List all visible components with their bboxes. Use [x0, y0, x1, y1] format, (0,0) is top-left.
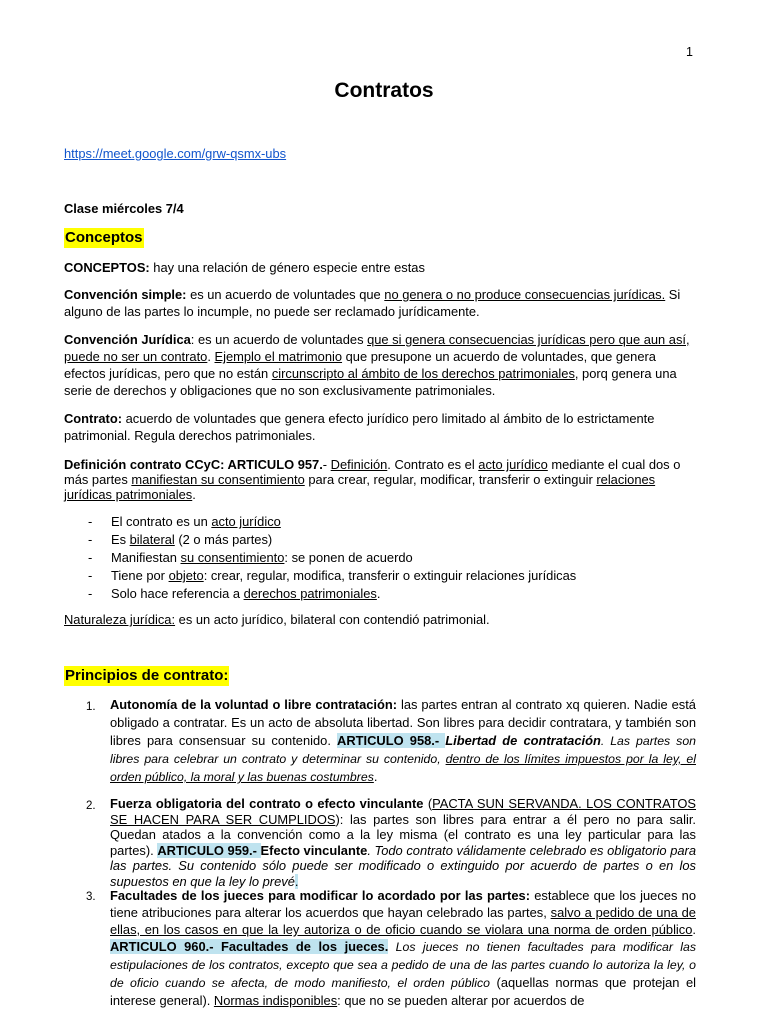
underlined-run: circunscripto al ámbito de los derechos patrimoniales — [271, 366, 575, 381]
meet-link[interactable]: https://meet.google.com/grw-qsmx-ubs — [64, 146, 287, 161]
list-number: 3. — [86, 891, 96, 903]
italic-run: . Las partes son libres para celebrar un contrato y determinar su contenido, — [110, 734, 696, 766]
conceptos-paragraph — [64, 259, 694, 276]
convencion-juridica-label: Convención Jurídica — [64, 332, 191, 347]
text-run: mediante el cual dos o más partes — [64, 457, 681, 487]
principle-label: Facultades de los jueces para modificar lo acordado por las partes: — [110, 888, 530, 903]
document-title: Contratos — [334, 79, 434, 102]
conceptos-text: hay una relación de género especie entre estas — [149, 260, 425, 275]
convencion-simple-label: Convención simple: — [64, 287, 187, 302]
article-958-ref: ARTICULO 958.- — [337, 733, 446, 748]
text-run: que presupone un acuerdo de voluntades, que genera efectos jurídicas, pero que no están — [64, 349, 656, 381]
text-run: es un acto jurídico, bilateral con contendió patrimonial. — [175, 612, 490, 627]
underlined-run: relaciones jurídicas patrimoniales — [64, 472, 656, 502]
article-960-ref: ARTICULO 960.- Facultades de los jueces. — [110, 939, 389, 954]
list-number: 1. — [86, 701, 96, 713]
highlighted-run: . — [294, 873, 299, 889]
underlined-run: bilateral — [129, 532, 175, 547]
dash-bullet: - — [88, 532, 93, 547]
text-run: : que no se pueden alterar por acuerdos de — [337, 993, 585, 1008]
underlined-italic-run: dentro de los límites impuestos por la ley, el orden público, la moral y las buenas costumbres — [110, 752, 696, 784]
text-run: El contrato es un — [111, 514, 212, 529]
article-title: Efecto vinculante — [260, 842, 368, 858]
definicion-label: Definición contrato CCyC: ARTICULO 957. — [64, 457, 323, 472]
underlined-run: su consentimiento — [180, 550, 285, 565]
contrato-label: Contrato: — [64, 411, 122, 426]
underlined-run: acto jurídico — [211, 514, 281, 529]
naturaleza-label: Naturaleza jurídica: — [64, 612, 176, 627]
text-run: : se ponen de acuerdo — [284, 550, 413, 565]
text-run: - — [322, 457, 331, 472]
text-run: Solo hace referencia a — [111, 586, 244, 601]
dash-bullet: - — [88, 586, 93, 601]
article-title: Libertad de contratación — [445, 733, 601, 748]
text-run: para crear, regular, modificar, transferir o extinguir — [304, 472, 597, 487]
page-number: 1 — [686, 45, 693, 59]
convencion-juridica-paragraph — [64, 331, 694, 399]
principle-fuerza-obligatoria — [110, 796, 696, 889]
underlined-run: acto jurídico — [478, 457, 548, 472]
naturaleza-paragraph — [64, 611, 694, 628]
underlined-run: salvo a pedido de una de ellas, en los casos en que la ley autoriza o de oficio cuando se violara una norma de orden público — [110, 905, 696, 937]
definicion-paragraph — [64, 457, 694, 502]
heading-conceptos: Conceptos — [65, 229, 143, 246]
text-run: : es un acuerdo de voluntades — [190, 332, 368, 347]
text-run: , porq genera una serie de derechos y obligaciones que no son exclusivamente patrimoniales. — [64, 366, 677, 398]
text-run: Si alguno de las partes lo incumple, no puede ser reclamado jurídicamente. — [64, 287, 681, 319]
text-run: Es — [111, 532, 130, 547]
underlined-run: PACTA SUN SERVANDA. LOS CONTRATOS SE HACEN PARA SER CUMPLIDOS — [110, 796, 697, 827]
text-run: Manifiestan — [111, 550, 181, 565]
italic-run: . Todo contrato válidamente celebrado es obligatorio para las partes. Su contenido sólo puede ser modificado o extinguido por acuerdo de partes o en los supuestos en que la ley lo prevé — [110, 842, 697, 889]
text-run: es un acuerdo de voluntades que — [186, 287, 385, 302]
dash-bullet: - — [88, 550, 93, 565]
text-run: . — [207, 349, 215, 364]
principle-facultades-jueces — [110, 887, 696, 1009]
underlined-run: no genera o no produce consecuencias jurídicas. — [384, 287, 666, 302]
list-number: 2. — [86, 800, 96, 812]
principle-autonomia — [110, 696, 696, 786]
text-run: establece que los jueces no tiene atribuciones para alterar los acuerdos que hayan celebrado las partes, — [110, 888, 696, 920]
heading-principios: Principios de contrato: — [65, 667, 229, 684]
text-run: ): las partes son libres para entrar a él pero no para salir. Quedan atados a la convención como a la ley misma (el contrato es una ley particular para las partes). — [110, 811, 696, 858]
dash-bullet: - — [88, 568, 93, 583]
text-run: las partes entran al contrato xq quieren. Nadie está obligado a contratar. Es un acto de absoluta libertad. Son libres para decidir contratara, y también son libres para consensuar su contenido. — [110, 697, 696, 748]
text-run: . — [376, 586, 381, 601]
underlined-run: Definición — [330, 457, 388, 472]
text-run: acuerdo de voluntades que genera efecto jurídico pero limitado al ámbito de lo estrictamente patrimonial. Regula derechos patrimoniales. — [64, 411, 655, 443]
conceptos-label: CONCEPTOS: — [64, 260, 150, 275]
text-run: . — [192, 487, 196, 502]
underlined-run: que si genera consecuencias jurídicas pero que aun así, puede no ser un contrato — [64, 332, 690, 364]
text-run: ( — [423, 796, 433, 811]
italic-run: Los jueces no tienen facultades para modificar las estipulaciones de los contratos, excepto que sea a pedido de una de las partes cuando lo autoriza la ley, o de oficio cuando se afecta, de modo manifiesto, el orden público — [110, 940, 696, 990]
text-run: . Contrato es el — [387, 457, 479, 472]
principle-label: Autonomía de la voluntad o libre contratación: — [110, 697, 398, 712]
underlined-run: Ejemplo el matrimonio — [214, 349, 343, 364]
text-run: . — [692, 922, 696, 937]
text-run: (aquellas normas que protejan el interese general). — [110, 975, 697, 1008]
underlined-run: objeto — [168, 568, 204, 583]
underlined-run: derechos patrimoniales — [243, 586, 377, 601]
principle-label: Fuerza obligatoria del contrato o efecto vinculante — [110, 796, 424, 811]
text-run: . — [373, 769, 378, 784]
contrato-paragraph — [64, 410, 694, 444]
dash-bullet: - — [88, 514, 93, 529]
text-run: (2 o más partes) — [174, 532, 273, 547]
underlined-run: manifiestan su consentimiento — [131, 472, 305, 487]
article-959-ref: ARTICULO 959.- — [157, 842, 261, 858]
convencion-simple-paragraph — [64, 286, 694, 320]
class-date: Clase miércoles 7/4 — [64, 201, 184, 216]
text-run: Tiene por — [111, 568, 169, 583]
text-run: : crear, regular, modifica, transferir o extinguir relaciones jurídicas — [203, 568, 577, 583]
underlined-run: Normas indisponibles — [213, 993, 338, 1008]
